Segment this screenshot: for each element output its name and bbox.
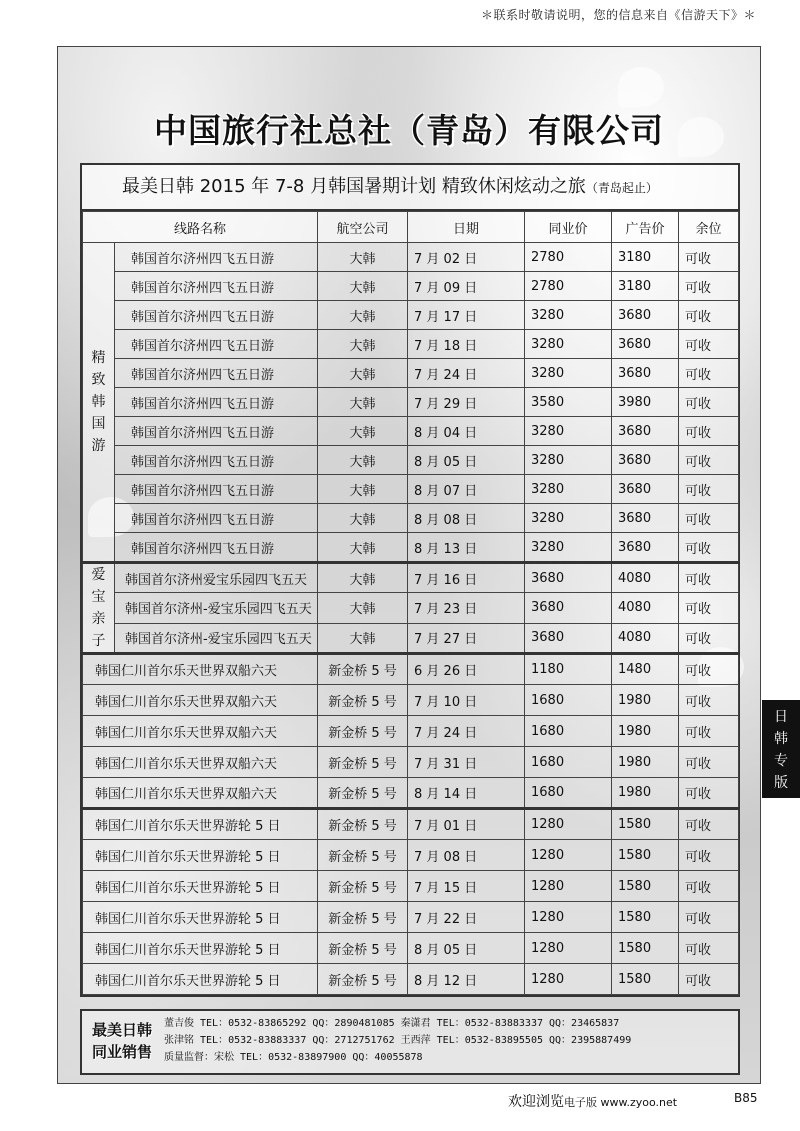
page-number: B85 <box>734 1091 758 1105</box>
table-row <box>83 504 739 533</box>
availability-cell: 可收 <box>679 654 739 685</box>
route-cell: 韩国仁川首尔乐天世界双船六天 <box>83 685 318 716</box>
peer-price-cell: 3280 <box>525 359 612 388</box>
peer-price-cell: 3680 <box>525 563 612 593</box>
plan-title-sub: （青岛起止） <box>585 181 658 195</box>
ad-price-cell: 3680 <box>612 475 679 504</box>
ad-price-cell: 3980 <box>612 388 679 417</box>
ad-price-cell: 4080 <box>612 563 679 593</box>
table-row <box>83 330 739 359</box>
date-cell: 8 月 13 日 <box>408 533 525 563</box>
availability-cell: 可收 <box>679 933 739 964</box>
airline-cell: 大韩 <box>318 593 408 623</box>
availability-cell: 可收 <box>679 747 739 778</box>
airline-cell: 大韩 <box>318 243 408 272</box>
table-row <box>83 446 739 475</box>
table-row <box>83 475 739 504</box>
airline-cell: 新金桥 5 号 <box>318 964 408 995</box>
airline-cell: 大韩 <box>318 475 408 504</box>
date-cell: 7 月 29 日 <box>408 388 525 417</box>
airline-cell: 大韩 <box>318 417 408 446</box>
airline-cell: 新金桥 5 号 <box>318 778 408 809</box>
route-cell: 韩国仁川首尔乐天世界双船六天 <box>83 747 318 778</box>
ad-price-cell: 1980 <box>612 778 679 809</box>
route-cell: 韩国仁川首尔乐天世界游轮 5 日 <box>83 809 318 840</box>
route-cell: 韩国首尔济州四飞五日游 <box>115 272 318 301</box>
ad-price-cell: 3180 <box>612 272 679 301</box>
airline-cell: 新金桥 5 号 <box>318 654 408 685</box>
airline-cell: 大韩 <box>318 623 408 653</box>
date-cell: 7 月 31 日 <box>408 747 525 778</box>
welcome-text: 欢迎浏览 <box>508 1094 564 1110</box>
airline-cell: 大韩 <box>318 446 408 475</box>
peer-price-cell: 1280 <box>525 840 612 871</box>
route-cell: 韩国首尔济州爱宝乐园四飞五天 <box>115 563 318 593</box>
peer-price-cell: 3280 <box>525 475 612 504</box>
contact-line-2: 张津铭 TEL：0532-83883337 QQ：2712751762 王西萍 TEL：0532-83895505 QQ：2395887499 <box>164 1035 632 1046</box>
route-cell: 韩国仁川首尔乐天世界双船六天 <box>83 716 318 747</box>
ad-price-cell: 3680 <box>612 504 679 533</box>
contact-line-3: 质量监督：宋松 TEL：0532-83897900 QQ：40055878 <box>164 1052 423 1063</box>
group-label <box>83 243 115 563</box>
date-cell: 7 月 24 日 <box>408 716 525 747</box>
date-cell: 7 月 08 日 <box>408 840 525 871</box>
availability-cell: 可收 <box>679 964 739 995</box>
table-row <box>83 563 739 593</box>
table-row <box>83 593 739 623</box>
peer-price-cell: 3280 <box>525 301 612 330</box>
ad-price-cell: 1580 <box>612 871 679 902</box>
availability-cell: 可收 <box>679 504 739 533</box>
peer-price-cell: 1680 <box>525 716 612 747</box>
ad-price-cell: 1980 <box>612 685 679 716</box>
table-row <box>83 840 739 871</box>
group-label-text: 精致韩国游 <box>91 350 106 454</box>
route-cell: 韩国首尔济州四飞五日游 <box>115 475 318 504</box>
side-tab-text: 日韩专版 <box>774 709 788 791</box>
airline-cell: 大韩 <box>318 388 408 417</box>
col-date: 日期 <box>408 212 525 243</box>
availability-cell: 可收 <box>679 871 739 902</box>
date-cell: 7 月 01 日 <box>408 809 525 840</box>
date-cell: 7 月 27 日 <box>408 623 525 653</box>
date-cell: 8 月 12 日 <box>408 964 525 995</box>
table-row <box>83 272 739 301</box>
route-cell: 韩国首尔济州四飞五日游 <box>115 533 318 563</box>
peer-price-cell: 3280 <box>525 446 612 475</box>
route-cell: 韩国仁川首尔乐天世界双船六天 <box>83 654 318 685</box>
ad-price-cell: 1980 <box>612 747 679 778</box>
table-row <box>83 964 739 995</box>
availability-cell: 可收 <box>679 388 739 417</box>
petal-decoration <box>618 67 664 107</box>
route-cell: 韩国首尔济州-爱宝乐园四飞五天 <box>115 593 318 623</box>
date-cell: 7 月 24 日 <box>408 359 525 388</box>
table-row <box>83 747 739 778</box>
table-row <box>83 778 739 809</box>
peer-price-cell: 3280 <box>525 533 612 563</box>
availability-cell: 可收 <box>679 902 739 933</box>
availability-cell: 可收 <box>679 417 739 446</box>
ad-price-cell: 1480 <box>612 654 679 685</box>
ad-price-cell: 1980 <box>612 716 679 747</box>
peer-price-cell: 3680 <box>525 623 612 653</box>
table-row <box>83 933 739 964</box>
airline-cell: 新金桥 5 号 <box>318 933 408 964</box>
route-cell: 韩国首尔济州四飞五日游 <box>115 388 318 417</box>
route-cell: 韩国仁川首尔乐天世界游轮 5 日 <box>83 964 318 995</box>
availability-cell: 可收 <box>679 475 739 504</box>
peer-price-cell: 1180 <box>525 654 612 685</box>
route-cell: 韩国首尔济州四飞五日游 <box>115 504 318 533</box>
airline-cell: 新金桥 5 号 <box>318 871 408 902</box>
airline-cell: 大韩 <box>318 504 408 533</box>
ad-price-cell: 1580 <box>612 902 679 933</box>
table-row <box>83 243 739 272</box>
peer-price-cell: 3280 <box>525 330 612 359</box>
group-label <box>83 563 115 654</box>
plan-title <box>82 165 738 211</box>
table-row <box>83 417 739 446</box>
date-cell: 7 月 02 日 <box>408 243 525 272</box>
peer-price-cell: 2780 <box>525 243 612 272</box>
col-airline: 航空公司 <box>318 212 408 243</box>
ad-price-cell: 4080 <box>612 593 679 623</box>
airline-cell: 新金桥 5 号 <box>318 809 408 840</box>
date-cell: 7 月 18 日 <box>408 330 525 359</box>
route-cell: 韩国首尔济州四飞五日游 <box>115 330 318 359</box>
welcome-site: 电子版 www.zyoo.net <box>564 1096 678 1109</box>
availability-cell: 可收 <box>679 716 739 747</box>
ad-price-cell: 1580 <box>612 933 679 964</box>
airline-cell: 新金桥 5 号 <box>318 716 408 747</box>
date-cell: 7 月 09 日 <box>408 272 525 301</box>
peer-price-cell: 3280 <box>525 504 612 533</box>
route-cell: 韩国仁川首尔乐天世界游轮 5 日 <box>83 933 318 964</box>
ad-price-cell: 3680 <box>612 446 679 475</box>
ad-price-cell: 3680 <box>612 533 679 563</box>
route-cell: 韩国仁川首尔乐天世界游轮 5 日 <box>83 840 318 871</box>
date-cell: 7 月 10 日 <box>408 685 525 716</box>
airline-cell: 新金桥 5 号 <box>318 747 408 778</box>
peer-price-cell: 1680 <box>525 685 612 716</box>
route-cell: 韩国首尔济州-爱宝乐园四飞五天 <box>115 623 318 653</box>
ad-price-cell: 3680 <box>612 359 679 388</box>
date-cell: 7 月 22 日 <box>408 902 525 933</box>
date-cell: 7 月 16 日 <box>408 563 525 593</box>
ad-price-cell: 3680 <box>612 301 679 330</box>
date-cell: 8 月 07 日 <box>408 475 525 504</box>
date-cell: 6 月 26 日 <box>408 654 525 685</box>
peer-price-cell: 1280 <box>525 964 612 995</box>
table-header-row <box>83 212 739 243</box>
availability-cell: 可收 <box>679 593 739 623</box>
ad-price-cell: 3680 <box>612 330 679 359</box>
airline-cell: 大韩 <box>318 359 408 388</box>
table-row <box>83 654 739 685</box>
date-cell: 7 月 17 日 <box>408 301 525 330</box>
peer-price-cell: 1680 <box>525 747 612 778</box>
availability-cell: 可收 <box>679 243 739 272</box>
availability-cell: 可收 <box>679 446 739 475</box>
peer-price-cell: 1280 <box>525 933 612 964</box>
availability-cell: 可收 <box>679 533 739 563</box>
table-row <box>83 623 739 653</box>
airline-cell: 大韩 <box>318 563 408 593</box>
date-cell: 7 月 23 日 <box>408 593 525 623</box>
availability-cell: 可收 <box>679 778 739 809</box>
schedule-table <box>80 163 740 997</box>
ad-price-cell: 1580 <box>612 964 679 995</box>
route-cell: 韩国首尔济州四飞五日游 <box>115 301 318 330</box>
airline-cell: 大韩 <box>318 301 408 330</box>
company-name: 中国旅行社总社（青岛）有限公司 <box>154 111 664 150</box>
peer-price-cell: 1280 <box>525 809 612 840</box>
date-cell: 8 月 08 日 <box>408 504 525 533</box>
col-peer-price: 同业价 <box>525 212 612 243</box>
sales-contacts <box>80 1009 740 1075</box>
availability-cell: 可收 <box>679 272 739 301</box>
availability-cell: 可收 <box>679 563 739 593</box>
peer-price-cell: 1280 <box>525 902 612 933</box>
peer-price-cell: 2780 <box>525 272 612 301</box>
route-cell: 韩国首尔济州四飞五日游 <box>115 359 318 388</box>
peer-price-cell: 1280 <box>525 871 612 902</box>
table-row <box>83 716 739 747</box>
route-cell: 韩国仁川首尔乐天世界游轮 5 日 <box>83 871 318 902</box>
contact-lines <box>164 1015 631 1066</box>
availability-cell: 可收 <box>679 301 739 330</box>
top-notice: ＊联系时敬请说明，您的信息来自《信游天下》＊ <box>480 8 756 22</box>
ad-price-cell: 3180 <box>612 243 679 272</box>
group-label-text: 爱宝亲子 <box>91 567 106 649</box>
ad-price-cell: 1580 <box>612 809 679 840</box>
bottom-welcome <box>508 1091 677 1111</box>
peer-price-cell: 3680 <box>525 593 612 623</box>
peer-price-cell: 3280 <box>525 417 612 446</box>
table-row <box>83 809 739 840</box>
availability-cell: 可收 <box>679 330 739 359</box>
col-route: 线路名称 <box>83 212 318 243</box>
peer-price-cell: 3580 <box>525 388 612 417</box>
contact-line-1: 董吉俊 TEL：0532-83865292 QQ：2890481085 秦潇君 TEL：0532-83883337 QQ：23465837 <box>164 1018 620 1029</box>
route-cell: 韩国仁川首尔乐天世界双船六天 <box>83 778 318 809</box>
table-row <box>83 871 739 902</box>
table-row <box>83 685 739 716</box>
airline-cell: 大韩 <box>318 533 408 563</box>
date-cell: 8 月 05 日 <box>408 446 525 475</box>
content-frame <box>57 46 761 1084</box>
table-row <box>83 359 739 388</box>
route-cell: 韩国首尔济州四飞五日游 <box>115 243 318 272</box>
airline-cell: 新金桥 5 号 <box>318 685 408 716</box>
date-cell: 7 月 15 日 <box>408 871 525 902</box>
availability-cell: 可收 <box>679 359 739 388</box>
route-cell: 韩国仁川首尔乐天世界游轮 5 日 <box>83 902 318 933</box>
col-ad-price: 广告价 <box>612 212 679 243</box>
table-row <box>83 902 739 933</box>
date-cell: 8 月 05 日 <box>408 933 525 964</box>
airline-cell: 新金桥 5 号 <box>318 902 408 933</box>
availability-cell: 可收 <box>679 623 739 653</box>
price-table <box>82 211 739 995</box>
col-availability: 余位 <box>679 212 739 243</box>
table-row <box>83 533 739 563</box>
sales-label: 最美日韩同业销售 <box>92 1021 153 1061</box>
date-cell: 8 月 14 日 <box>408 778 525 809</box>
availability-cell: 可收 <box>679 809 739 840</box>
ad-price-cell: 3680 <box>612 417 679 446</box>
plan-title-main: 最美日韩 2015 年 7-8 月韩国暑期计划 精致休闲炫动之旅 <box>122 176 586 197</box>
table-row <box>83 301 739 330</box>
availability-cell: 可收 <box>679 840 739 871</box>
route-cell: 韩国首尔济州四飞五日游 <box>115 417 318 446</box>
table-row <box>83 388 739 417</box>
peer-price-cell: 1680 <box>525 778 612 809</box>
ad-price-cell: 4080 <box>612 623 679 653</box>
route-cell: 韩国首尔济州四飞五日游 <box>115 446 318 475</box>
ad-price-cell: 1580 <box>612 840 679 871</box>
side-section-tab <box>762 700 800 798</box>
airline-cell: 新金桥 5 号 <box>318 840 408 871</box>
date-cell: 8 月 04 日 <box>408 417 525 446</box>
airline-cell: 大韩 <box>318 272 408 301</box>
availability-cell: 可收 <box>679 685 739 716</box>
airline-cell: 大韩 <box>318 330 408 359</box>
